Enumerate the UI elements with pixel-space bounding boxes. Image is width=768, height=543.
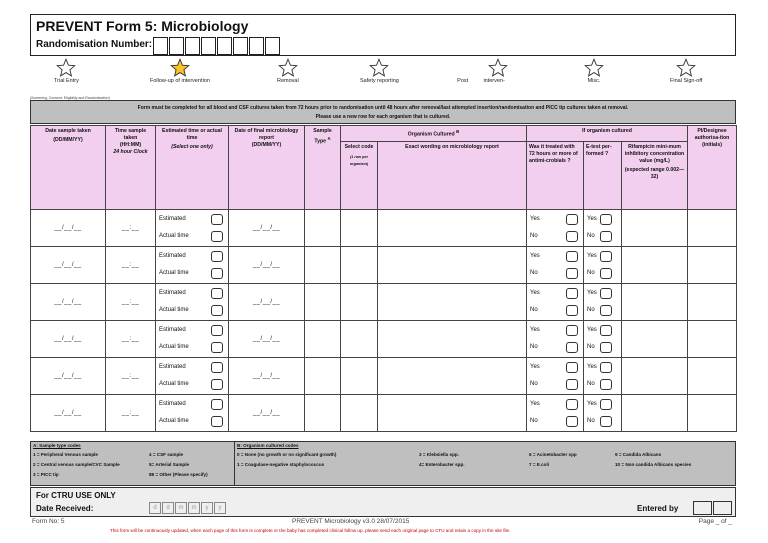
- etest-cell: [584, 320, 622, 357]
- table-row: [31, 320, 737, 357]
- rifampicin-value-cell[interactable]: [622, 394, 688, 431]
- time-taken-cell[interactable]: __:__: [106, 320, 156, 357]
- initials-box[interactable]: [693, 501, 712, 515]
- date-taken-cell[interactable]: __/__/__: [31, 283, 106, 320]
- no-label: No: [587, 417, 595, 424]
- date-taken-cell[interactable]: __/__/__: [31, 394, 106, 431]
- yes-label: Yes: [587, 252, 597, 259]
- estimated-checkbox[interactable]: [211, 214, 223, 225]
- step-label: Misc.: [587, 78, 601, 84]
- select-code-cell[interactable]: [341, 209, 378, 246]
- form-progress-steps: [30, 58, 736, 102]
- sample-code: 5= Arterial Sample: [149, 462, 190, 467]
- exact-wording-cell[interactable]: [378, 246, 527, 283]
- instruction-banner: [30, 100, 736, 124]
- step-final-sign-off: [670, 58, 702, 84]
- organism-code: 1 = Coagulase-negative staphylococcus: [237, 462, 325, 467]
- col-sample-type: Sample Type $^A$: [305, 126, 341, 210]
- pi-initials-cell[interactable]: [688, 394, 737, 431]
- pi-initials-cell[interactable]: [688, 357, 737, 394]
- etest-yes-checkbox[interactable]: [600, 288, 612, 299]
- ctru-use-only-section: [30, 487, 736, 517]
- date-taken-cell[interactable]: __/__/__: [31, 320, 106, 357]
- date-box[interactable]: y: [201, 502, 213, 514]
- etest-cell: [584, 246, 622, 283]
- estimated-label: Estimated: [159, 215, 186, 222]
- yes-label: Yes: [530, 400, 540, 407]
- sample-type-cell[interactable]: [305, 209, 341, 246]
- yes-label: Yes: [530, 252, 540, 259]
- actual-time-checkbox[interactable]: [211, 416, 223, 427]
- initials-box[interactable]: [713, 501, 732, 515]
- treated-no-checkbox[interactable]: [566, 268, 578, 279]
- no-label: No: [530, 343, 538, 350]
- form-number: Form No: 5: [32, 518, 65, 525]
- sample-code: 3 = PICC tip: [33, 472, 59, 477]
- step-post-intervention: [454, 58, 508, 84]
- entered-by-boxes[interactable]: [693, 501, 733, 515]
- sample-type-codes-title: A: Sample type codes: [33, 443, 81, 448]
- instruction-line-2: Please use a new row for each organism that is cultured.: [315, 114, 451, 120]
- actual-time-label: Actual time: [159, 306, 189, 313]
- rifampicin-value-cell[interactable]: [622, 320, 688, 357]
- star-filled-icon: [170, 58, 190, 78]
- actual-time-label: Actual time: [159, 269, 189, 276]
- etest-yes-checkbox[interactable]: [600, 251, 612, 262]
- actual-time-label: Actual time: [159, 380, 189, 387]
- treated-yes-checkbox[interactable]: [566, 288, 578, 299]
- star-outline-icon: [584, 58, 604, 78]
- select-code-cell[interactable]: [341, 246, 378, 283]
- select-code-cell[interactable]: [341, 394, 378, 431]
- rifampicin-value-cell[interactable]: [622, 357, 688, 394]
- date-box[interactable]: y: [214, 502, 226, 514]
- actual-time-label: Actual time: [159, 232, 189, 239]
- col-time-taken: Time sample taken (HH:MM) 24 hour Clock: [106, 126, 156, 210]
- sample-code: 4 = CSF sample: [149, 452, 184, 457]
- estimated-label: Estimated: [159, 289, 186, 296]
- step-label: Post interven-: [457, 78, 505, 84]
- sample-type-cell[interactable]: [305, 246, 341, 283]
- sample-code: 1 = Peripheral Venous sample: [33, 452, 98, 457]
- estimated-label: Estimated: [159, 252, 186, 259]
- no-label: No: [587, 269, 595, 276]
- etest-no-checkbox[interactable]: [600, 342, 612, 353]
- treated-cell: [527, 246, 584, 283]
- star-outline-icon: [676, 58, 696, 78]
- yes-label: Yes: [530, 326, 540, 333]
- step-follow-up: [150, 58, 210, 84]
- date-received-label: Date Received:: [36, 504, 94, 513]
- col-treated: Was it treated with 72 hours or more of antimi-crobials ?: [527, 141, 584, 209]
- yes-label: Yes: [587, 363, 597, 370]
- select-code-cell[interactable]: [341, 283, 378, 320]
- col-exact-wording: Exact wording on microbiology report: [378, 141, 527, 209]
- table-row: [31, 246, 737, 283]
- time-type-cell: [156, 209, 229, 246]
- date-box[interactable]: m: [175, 502, 187, 514]
- time-type-cell: [156, 320, 229, 357]
- randomisation-digit-box[interactable]: [217, 37, 232, 55]
- col-date-taken: Date sample taken (DD/MM/YY): [31, 126, 106, 210]
- etest-cell: [584, 209, 622, 246]
- estimated-checkbox[interactable]: [211, 288, 223, 299]
- step-misc: [584, 58, 604, 84]
- col-final-report-date: Date of final microbiology report (DD/MM/YY): [229, 126, 305, 210]
- estimated-label: Estimated: [159, 363, 186, 370]
- rifampicin-value-cell[interactable]: [622, 283, 688, 320]
- no-label: No: [530, 269, 538, 276]
- etest-yes-checkbox[interactable]: [600, 325, 612, 336]
- treated-cell: [527, 394, 584, 431]
- date-taken-cell[interactable]: __/__/__: [31, 246, 106, 283]
- page-number: Page _ of _: [698, 518, 732, 525]
- organism-code: 7 = E.coli: [529, 462, 550, 467]
- randomisation-label: Randomisation Number:: [36, 39, 153, 50]
- yes-label: Yes: [530, 289, 540, 296]
- sample-type-cell[interactable]: [305, 394, 341, 431]
- organism-code: 9 = Candida Albicans: [615, 452, 662, 457]
- estimated-label: Estimated: [159, 400, 186, 407]
- treated-cell: [527, 320, 584, 357]
- estimated-checkbox[interactable]: [211, 251, 223, 262]
- no-label: No: [530, 380, 538, 387]
- pi-initials-cell[interactable]: [688, 209, 737, 246]
- sample-type-cell[interactable]: [305, 283, 341, 320]
- table-row: [31, 283, 737, 320]
- rifampicin-value-cell[interactable]: [622, 246, 688, 283]
- form-header: [30, 14, 736, 56]
- col-select-code: Select code (1 row per organism): [341, 141, 378, 209]
- step-label: Trial Entry: [54, 78, 79, 84]
- no-label: No: [587, 232, 595, 239]
- organism-code: 0 = None (no growth or no significant growth): [237, 452, 337, 457]
- treated-no-checkbox[interactable]: [566, 231, 578, 242]
- time-type-cell: [156, 357, 229, 394]
- yes-label: Yes: [587, 326, 597, 333]
- organism-code: 3 = Klebsiella spp.: [419, 452, 459, 457]
- treated-cell: [527, 283, 584, 320]
- no-label: No: [530, 306, 538, 313]
- etest-no-checkbox[interactable]: [600, 416, 612, 427]
- star-outline-icon: [56, 58, 76, 78]
- yes-label: Yes: [530, 215, 540, 222]
- col-rifampicin: Rifampicin mini-mum inhibitory concentration value (mg/L) (expected range 0.002—32): [622, 141, 688, 209]
- select-code-cell[interactable]: [341, 357, 378, 394]
- randomisation-digit-box[interactable]: [201, 37, 216, 55]
- date-box[interactable]: d: [162, 502, 174, 514]
- randomisation-number-boxes[interactable]: [153, 37, 281, 55]
- step-removal: [277, 58, 299, 84]
- trial-entry-note: (Screening, Consent, Eligibility and Randomisation): [30, 96, 110, 100]
- date-box[interactable]: m: [188, 502, 200, 514]
- no-label: No: [587, 343, 595, 350]
- organism-code: 6 = Acinetobacter spp: [529, 452, 577, 457]
- exact-wording-cell[interactable]: [378, 283, 527, 320]
- time-type-cell: [156, 246, 229, 283]
- sample-code: 2 = Central venous sample/CVC Sample: [33, 462, 120, 467]
- microbiology-table: [30, 125, 737, 432]
- treated-no-checkbox[interactable]: [566, 305, 578, 316]
- star-outline-icon: [278, 58, 298, 78]
- time-type-cell: [156, 283, 229, 320]
- etest-yes-checkbox[interactable]: [600, 362, 612, 373]
- etest-no-checkbox[interactable]: [600, 305, 612, 316]
- pi-initials-cell[interactable]: [688, 283, 737, 320]
- final-report-date-cell[interactable]: __/__/__: [229, 246, 305, 283]
- date-box[interactable]: d: [149, 502, 161, 514]
- step-label: Safety reporting: [360, 78, 399, 84]
- randomisation-digit-box[interactable]: [233, 37, 248, 55]
- randomisation-digit-box[interactable]: [249, 37, 264, 55]
- entered-by-label: Entered by: [637, 504, 679, 513]
- etest-cell: [584, 283, 622, 320]
- actual-time-checkbox[interactable]: [211, 379, 223, 390]
- randomisation-digit-box[interactable]: [169, 37, 184, 55]
- time-taken-cell[interactable]: __:__: [106, 394, 156, 431]
- actual-time-label: Actual time: [159, 417, 189, 424]
- final-report-date-cell[interactable]: __/__/__: [229, 283, 305, 320]
- no-label: No: [587, 380, 595, 387]
- step-trial-entry: [54, 58, 79, 84]
- treated-no-checkbox[interactable]: [566, 342, 578, 353]
- estimated-checkbox[interactable]: [211, 325, 223, 336]
- codes-divider: [234, 442, 235, 485]
- yes-label: Yes: [530, 363, 540, 370]
- estimated-checkbox[interactable]: [211, 399, 223, 410]
- rifampicin-value-cell[interactable]: [622, 209, 688, 246]
- step-label: Final Sign-off: [670, 78, 703, 84]
- etest-no-checkbox[interactable]: [600, 379, 612, 390]
- final-report-date-cell[interactable]: __/__/__: [229, 394, 305, 431]
- ctru-heading: For CTRU USE ONLY: [36, 491, 116, 500]
- etest-yes-checkbox[interactable]: [600, 399, 612, 410]
- final-report-date-cell[interactable]: __/__/__: [229, 357, 305, 394]
- pi-initials-cell[interactable]: [688, 246, 737, 283]
- actual-time-checkbox[interactable]: [211, 305, 223, 316]
- etest-cell: [584, 357, 622, 394]
- yes-label: Yes: [587, 215, 597, 222]
- yes-label: Yes: [587, 400, 597, 407]
- codes-legend: [30, 441, 736, 486]
- yes-label: Yes: [587, 289, 597, 296]
- randomisation-digit-box[interactable]: [153, 37, 168, 55]
- no-label: No: [530, 232, 538, 239]
- time-type-cell: [156, 394, 229, 431]
- sample-type-cell[interactable]: [305, 320, 341, 357]
- time-taken-cell[interactable]: __:__: [106, 357, 156, 394]
- exact-wording-cell[interactable]: [378, 320, 527, 357]
- treated-no-checkbox[interactable]: [566, 416, 578, 427]
- final-report-date-cell[interactable]: __/__/__: [229, 209, 305, 246]
- star-outline-icon: [369, 58, 389, 78]
- actual-time-label: Actual time: [159, 343, 189, 350]
- date-taken-cell[interactable]: __/__/__: [31, 209, 106, 246]
- pi-initials-cell[interactable]: [688, 320, 737, 357]
- exact-wording-cell[interactable]: [378, 209, 527, 246]
- submission-note: This form will be continuously updated, when each page of this form is complete or the baby has completed clinical follow up, please send each original page to CTU and retain a copy in the site file.: [110, 528, 511, 533]
- treated-yes-checkbox[interactable]: [566, 399, 578, 410]
- step-label: Follow-up of intervention: [150, 78, 210, 84]
- sample-type-cell[interactable]: [305, 357, 341, 394]
- etest-no-checkbox[interactable]: [600, 268, 612, 279]
- form-title: PREVENT Form 5: Microbiology: [36, 18, 249, 34]
- table-row: [31, 394, 737, 431]
- exact-wording-cell[interactable]: [378, 357, 527, 394]
- treated-yes-checkbox[interactable]: [566, 325, 578, 336]
- organism-codes-title: B: Organism cultured codes: [237, 443, 299, 448]
- step-safety-reporting: [360, 58, 399, 84]
- etest-no-checkbox[interactable]: [600, 231, 612, 242]
- estimated-label: Estimated: [159, 326, 186, 333]
- step-label: Removal: [277, 78, 299, 84]
- sample-code: 88 = Other (Please specify): [149, 472, 208, 477]
- final-report-date-cell[interactable]: __/__/__: [229, 320, 305, 357]
- treated-yes-checkbox[interactable]: [566, 214, 578, 225]
- col-organism-cultured: Organism Cultured $^B$: [341, 126, 527, 142]
- col-if-organism-cultured: If organism cultured: [527, 126, 688, 142]
- form-version: PREVENT Microbiology v3.0 28/07/2015: [292, 518, 410, 525]
- no-label: No: [530, 417, 538, 424]
- no-label: No: [587, 306, 595, 313]
- estimated-checkbox[interactable]: [211, 362, 223, 373]
- time-taken-cell[interactable]: __:__: [106, 246, 156, 283]
- col-estimated-time: Estimated time or actual time (Select one only): [156, 126, 229, 210]
- actual-time-checkbox[interactable]: [211, 231, 223, 242]
- select-code-cell[interactable]: [341, 320, 378, 357]
- table-row: [31, 357, 737, 394]
- date-taken-cell[interactable]: __/__/__: [31, 357, 106, 394]
- col-pi-authorisation: PI/Designee authorisa-tion (initials): [688, 126, 737, 210]
- organism-code: 10 = Non candida Albicans species: [615, 462, 692, 467]
- treated-yes-checkbox[interactable]: [566, 362, 578, 373]
- randomisation-digit-box[interactable]: [265, 37, 280, 55]
- table-row: [31, 209, 737, 246]
- randomisation-digit-box[interactable]: [185, 37, 200, 55]
- treated-no-checkbox[interactable]: [566, 379, 578, 390]
- star-outline-icon: [488, 58, 508, 78]
- organism-code: 4= Enterobacter spp.: [419, 462, 465, 467]
- actual-time-checkbox[interactable]: [211, 268, 223, 279]
- etest-yes-checkbox[interactable]: [600, 214, 612, 225]
- treated-yes-checkbox[interactable]: [566, 251, 578, 262]
- actual-time-checkbox[interactable]: [211, 342, 223, 353]
- exact-wording-cell[interactable]: [378, 394, 527, 431]
- date-received-boxes[interactable]: [149, 502, 227, 514]
- instruction-line-1: Form must be completed for all blood and CSF cultures taken from 72 hours prior to randomisation until 48 hours after removal/last attempted insertion/randomisation and PICC tip cultures taken at removal.: [137, 105, 629, 111]
- time-taken-cell[interactable]: __:__: [106, 283, 156, 320]
- time-taken-cell[interactable]: __:__: [106, 209, 156, 246]
- page-footer: [30, 518, 736, 532]
- col-etest: E-test per-formed ?: [584, 141, 622, 209]
- treated-cell: [527, 357, 584, 394]
- etest-cell: [584, 394, 622, 431]
- form-page: [30, 14, 736, 532]
- treated-cell: [527, 209, 584, 246]
